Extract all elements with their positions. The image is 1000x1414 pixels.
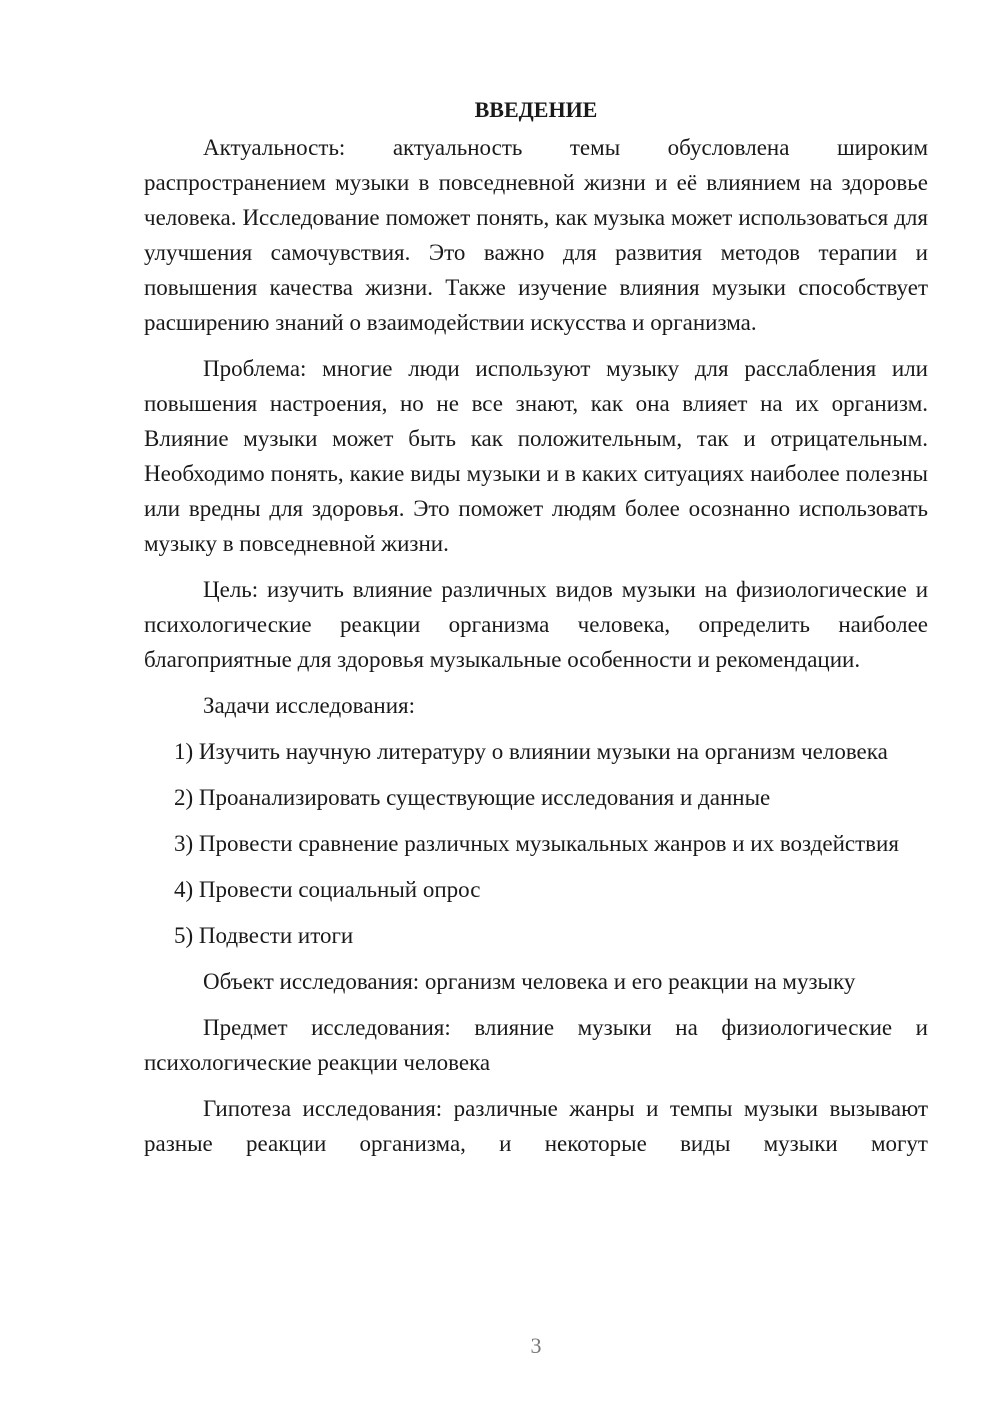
- document-page: [144, 92, 928, 1161]
- task-item-4: 4) Провести социальный опрос: [174, 877, 481, 902]
- object-paragraph: Объект исследования: организм человека и его реакции на музыку: [203, 969, 856, 994]
- tasks-heading: Задачи исследования:: [203, 693, 416, 718]
- hypothesis-paragraph: Гипотеза исследования: различные жанры и темпы музыки вызывают разные реакции организма, и некоторые виды музыки могут: [144, 1096, 928, 1156]
- goal-paragraph: Цель: изучить влияние различных видов музыки на физиологические и психологические реакции организма человека, определить наиболее благоприятные для здоровья музыкальные особенности и рекомендации.: [144, 577, 928, 672]
- page-number: 3: [530, 1333, 542, 1358]
- task-item-2: 2) Проанализировать существующие исследования и данные: [174, 785, 771, 810]
- section-title: ВВЕДЕНИЕ: [474, 97, 598, 122]
- problem-paragraph: Проблема: многие люди используют музыку для расслабления или повышения настроения, но не все знают, как она влияет на их организм. Влияние музыки может быть как положительным, так и отрицательным. Необходимо понять, какие виды музыки и в каких ситуациях наиболее полезны или вредны для здоровья. Это поможет людям более осознанно использовать музыку в повседневной жизни.: [144, 356, 928, 556]
- task-item-3: 3) Провести сравнение различных музыкальных жанров и их воздействия: [174, 831, 899, 856]
- task-item-5: 5) Подвести итоги: [174, 923, 354, 948]
- subject-paragraph: Предмет исследования: влияние музыки на физиологические и психологические реакции человека: [144, 1015, 928, 1075]
- relevance-paragraph: Актуальность: актуальность темы обусловлена широким распространением музыки в повседневной жизни и её влиянием на здоровье человека. Исследование поможет понять, как музыка может использоваться для улучшения самочувствия. Это важно для развития методов терапии и повышения качества жизни. Также изучение влияния музыки способствует расширению знаний о взаимодействии искусства и организма.: [144, 135, 928, 335]
- task-item-1: 1) Изучить научную литературу о влиянии музыки на организм человека: [174, 739, 888, 764]
